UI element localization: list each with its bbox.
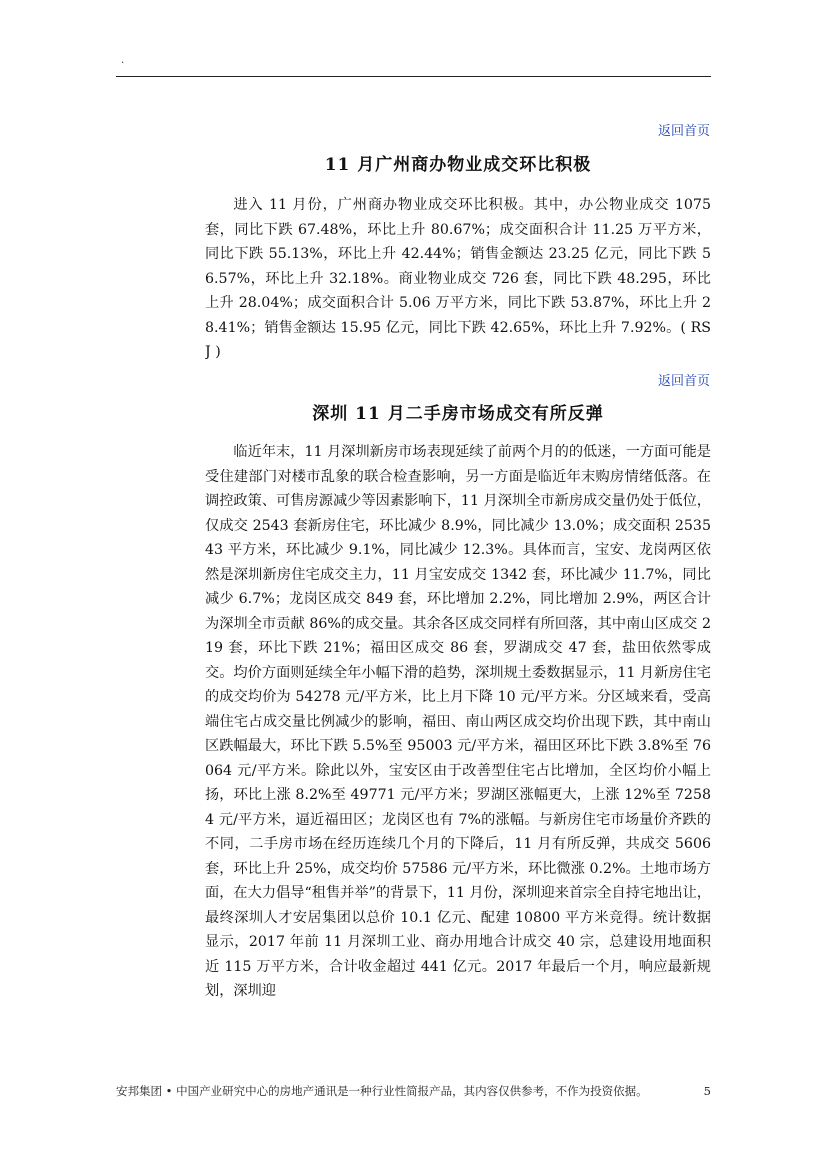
footer-disclaimer: 安邦集团 • 中国产业研究中心的房地产通讯是一种行业性简报产品，其内容仅供参考，不作为投资依据。 — [116, 1084, 648, 1098]
back-to-home-link-2[interactable]: 返回首页 — [657, 374, 710, 389]
article-body-shenzhen: 临近年末，11 月深圳新房市场表现延续了前两个月的的低迷，一方面可能是受住建部门对楼市乱象的联合检查影响，另一方面是临近年末购房情绪低落。在调控政策、可售房源减少等因素影响下，11 月深圳全市新房成交量仍处于低位，仅成交 2543 套新房住宅，环比减少 8.9%，同比减少 13.0%；成交面积 253543 平方米，环比减少 9.1%，同比减少 12.3%。具体而言，宝安、龙岗两区依然是深圳新房住宅成交主力，11 月宝安成交 1342 套，环比减少 11.7%，同比减少 6.7%；龙岗区成交 849 套，环比增加 2.2%，同比增加 2.9%，两区合计为深圳全市贡献 86%的成交量。其余各区成交同样有所回落，其中南山区成交 219 套，环比下跌 21%；福田区成交 86 套，罗湖成交 47 套，盐田依然零成交。均价方面则延续全年小幅下滑的趋势，深圳规土委数据显示，11 月新房住宅的成交均价为 54278 元/平方米，比上月下降 10 元/平方米。分区域来看，受高端住宅占成交量比例减少的影响，福田、南山两区成交均价出现下跌，其中南山区跌幅最大，环比下跌 5.5%至 95003 元/平方米，福田区环比下跌 3.8%至 76064 元/平方米。除此以外，宝安区由于改善型住宅占比增加，全区均价小幅上扬，环比上涨 8.2%至 49771 元/平方米；罗湖区涨幅更大，上涨 12%至 72584 元/平方米，逼近福田区；龙岗区也有 7%的涨幅。与新房住宅市场量价齐跌的不同，二手房市场在经历连续几个月的下降后，11 月有所反弹，共成交 5606 套，环比上升 25%，成交均价 57586 元/平方米，环比微涨 0.2%。土地市场方面，在大力倡导“租售并举”的背景下，11 月份，深圳迎来首宗全自持宅地出让，最终深圳人才安居集团以总价 10.1 亿元、配建 10800 平方米竞得。统计数据显示，2017 年前 11 月深圳工业、商办用地合计成交 40 宗，总建设用地面积近 115 万平方米，合计收金超过 441 亿元。2017 年最后一个月，响应最新规划，深圳迎 — [205, 444, 711, 999]
page-number: 5 — [703, 1084, 711, 1098]
header-divider — [116, 76, 711, 77]
article-title-guangzhou: 11 月广州商办物业成交环比积极 — [324, 155, 592, 175]
article-body-guangzhou: 进入 11 月份，广州商办物业成交环比积极。其中，办公物业成交 1075 套，同比下跌 67.48%，环比上升 80.67%；成交面积合计 11.25 万平方米，同比下跌 55.13%，环比上升 42.44%；销售金额达 23.25 亿元，同比下跌 56.57%，环比上升 32.18%。商业物业成交 726 套，同比下跌 48.295，环比上升 28.04%；成交面积合计 5.06 万平方米，同比下跌 53.87%，环比上升 28.41%；销售金额达 15.95 亿元，同比下跌 42.65%，环比上升 7.92%。( RSJ ) — [205, 197, 711, 360]
page-footer — [116, 1083, 711, 1099]
back-to-home-link-1[interactable]: 返回首页 — [657, 124, 710, 139]
article-title-shenzhen: 深圳 11 月二手房市场成交有所反弹 — [312, 404, 604, 424]
header-mark: . — [121, 55, 125, 66]
